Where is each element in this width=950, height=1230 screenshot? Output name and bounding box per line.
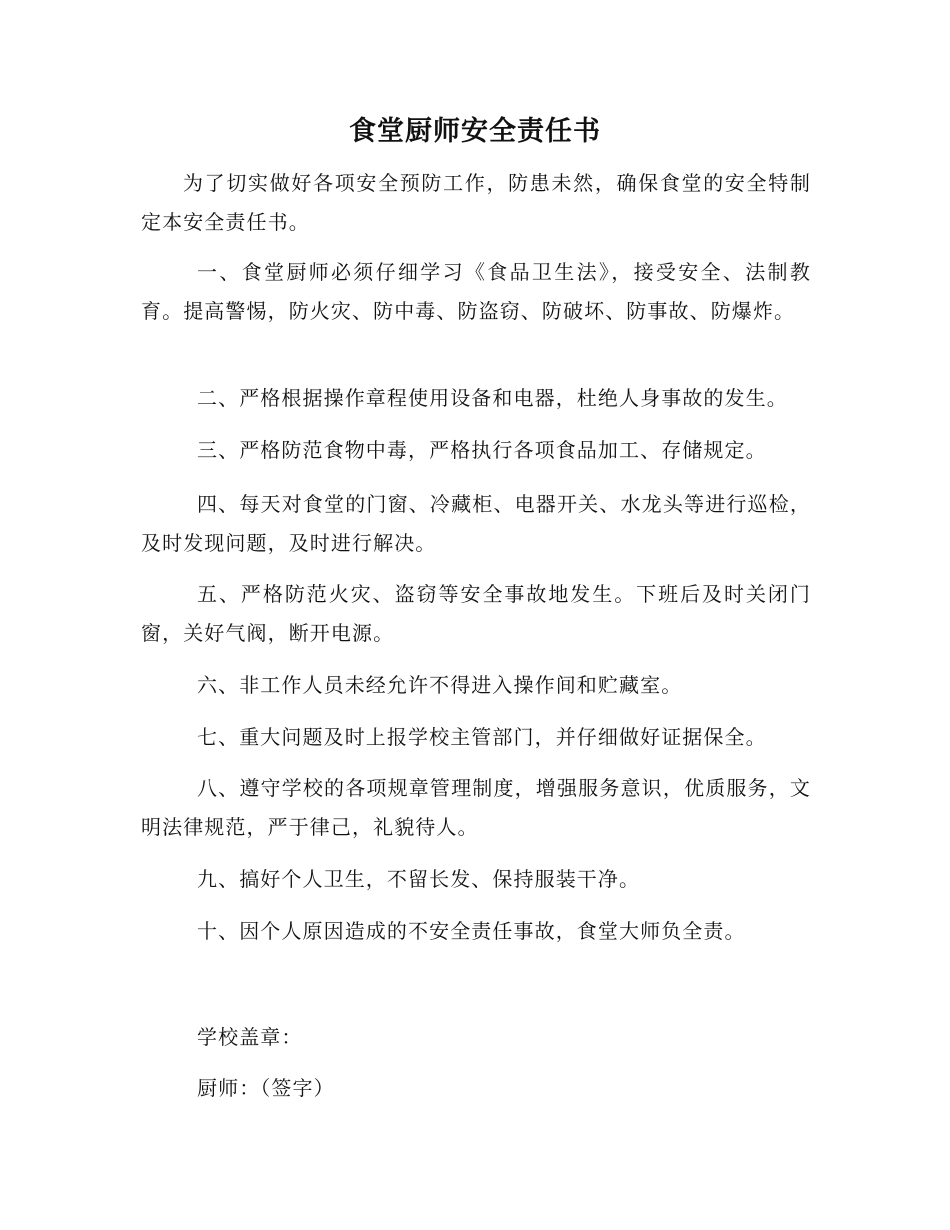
clause-3: 三、严格防范食物中毒，严格执行各项食品加工、存储规定。 [197,438,767,462]
clause-5: 五、严格防范火灾、盗窃等安全事故地发生。下班后及时关闭门窗，关好气阀，断开电源。 [141,582,811,645]
school-seal-line: 学校盖章： [197,1025,303,1049]
document-title: 食堂厨师安全责任书 [349,116,601,147]
clause-1: 一、食堂厨师必须仔细学习《食品卫生法》，接受安全、法制教育。提高警惕，防火灾、防中毒、防盗窃、防破坏、防事故、防爆炸。 [141,260,811,323]
intro-paragraph: 为了切实做好各项安全预防工作，防患未然，确保食堂的安全特制定本安全责任书。 [141,171,811,234]
clause-2: 二、严格根据操作章程使用设备和电器，杜绝人身事故的发生。 [197,386,788,410]
clause-7: 七、重大问题及时上报学校主管部门，并仔细做好证据保全。 [197,725,767,749]
clause-9: 九、搞好个人卫生，不留长发、保持服装干净。 [197,867,641,891]
chef-signature-line: 厨师：（签字） [197,1076,335,1100]
clause-10: 十、因个人原因造成的不安全责任事故，食堂大师负全责。 [197,919,746,943]
clause-4: 四、每天对食堂的门窗、冷藏柜、电器开关、水龙头等进行巡检，及时发现问题，及时进行解决。 [141,492,811,555]
clause-8: 八、遵守学校的各项规章管理制度，增强服务意识，优质服务，文明法律规范，严于律己，礼貌待人。 [141,776,811,839]
clause-6: 六、非工作人员未经允许不得进入操作间和贮藏室。 [197,673,683,697]
